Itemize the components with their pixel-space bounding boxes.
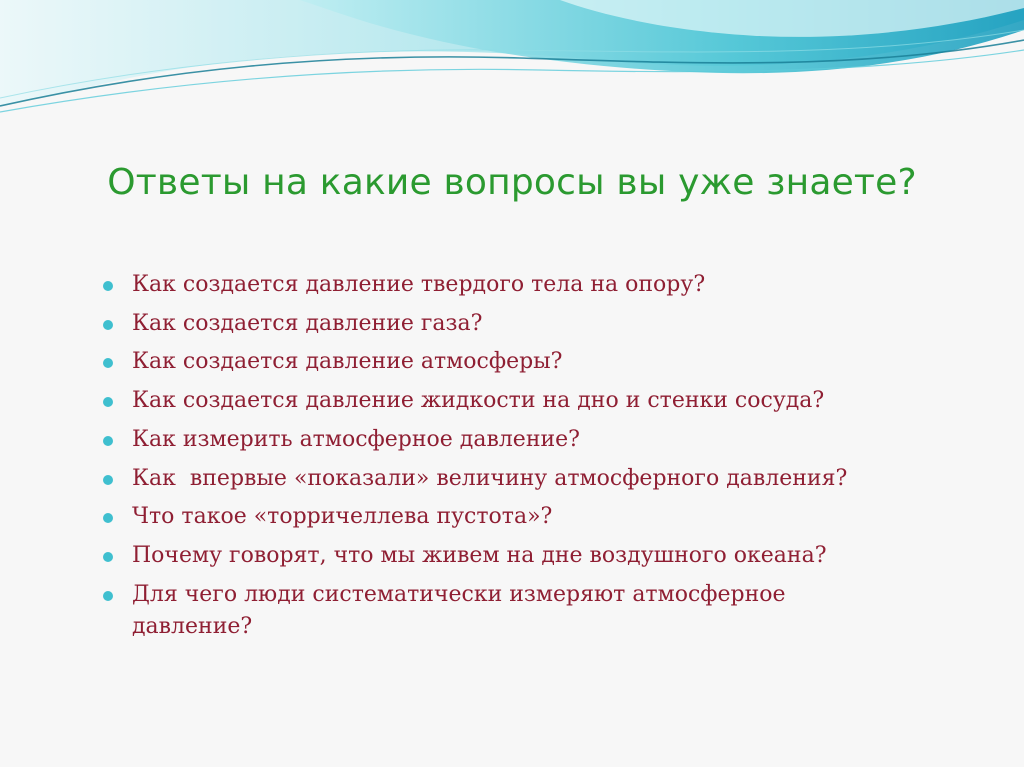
- wave-decoration: [0, 0, 1024, 130]
- list-item: [100, 382, 960, 421]
- bullet-icon: [103, 320, 113, 330]
- question-list: [100, 266, 960, 643]
- list-item: [100, 460, 960, 499]
- bullet-icon: [103, 552, 113, 562]
- bullet-icon: [103, 513, 113, 523]
- list-item: [100, 421, 960, 460]
- bullet-icon: [103, 281, 113, 291]
- bullet-icon: [103, 591, 113, 601]
- list-item: [100, 343, 960, 382]
- list-item-text: Как впервые «показали» величину атмосферного давления?: [132, 465, 848, 491]
- list-item-text: Как измерить атмосферное давление?: [132, 426, 580, 452]
- list-item: [100, 576, 960, 643]
- list-item: [100, 498, 960, 537]
- list-item: [100, 266, 960, 305]
- bullet-icon: [103, 475, 113, 485]
- list-item-text: Почему говорят, что мы живем на дне воздушного океана?: [132, 542, 827, 568]
- list-item: [100, 537, 960, 576]
- slide-title: Ответы на какие вопросы вы уже знаете?: [107, 162, 917, 203]
- bullet-icon: [103, 358, 113, 368]
- list-item-text: Как создается давление жидкости на дно и стенки сосуда?: [132, 388, 825, 414]
- bullet-icon: [103, 436, 113, 446]
- list-item-text: Как создается давление твердого тела на опору?: [132, 272, 706, 297]
- list-item-text: Что такое «торричеллева пустота»?: [132, 504, 553, 530]
- list-item-text: Как создается давление газа?: [132, 310, 483, 336]
- list-item-text: Как создается давление атмосферы?: [132, 349, 563, 375]
- list-item-text: Для чего люди систематически измеряют атмосферное давление?: [132, 581, 786, 639]
- list-item: [100, 305, 960, 344]
- bullet-icon: [103, 397, 113, 407]
